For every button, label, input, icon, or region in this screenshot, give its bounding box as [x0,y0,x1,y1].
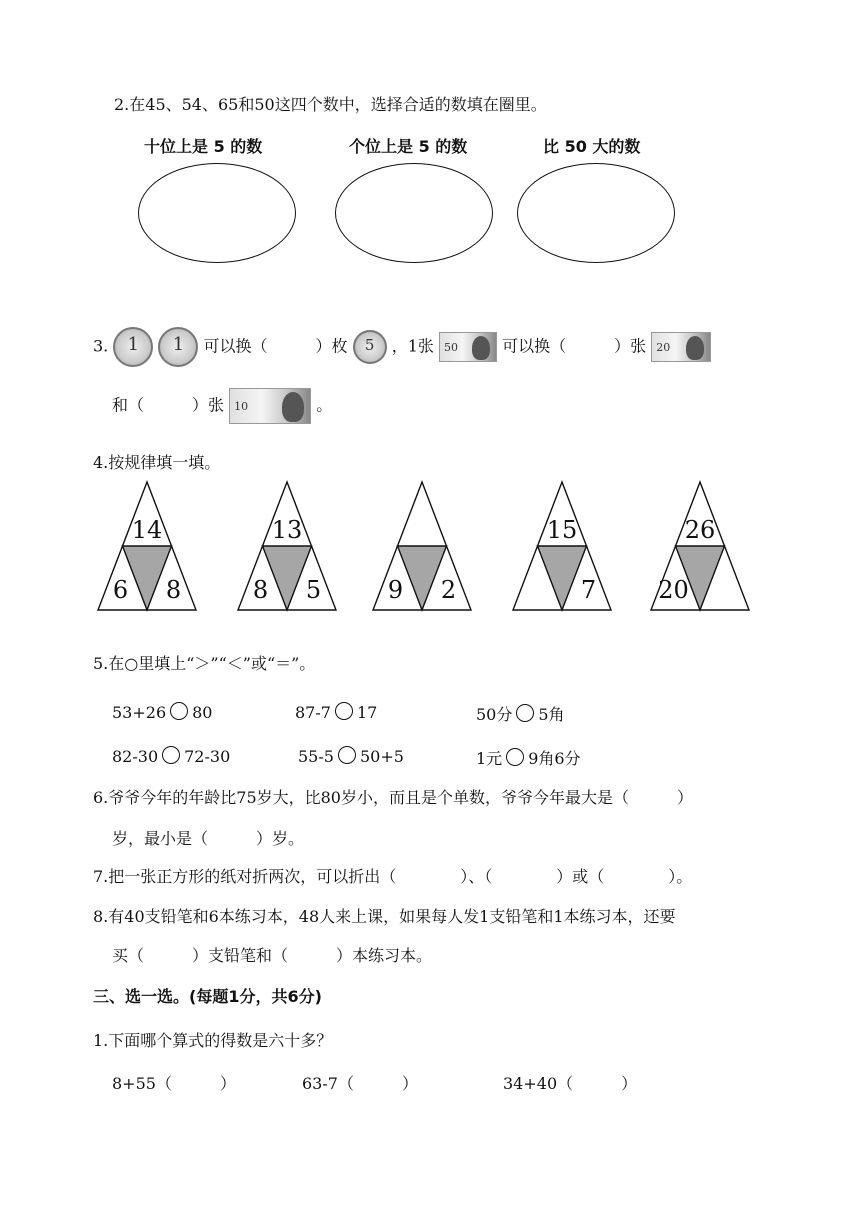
triangle-left-number: 20 [658,576,689,604]
compare-circle[interactable] [506,748,524,766]
triangle-top-number: 14 [131,516,163,544]
question-3-text-2: ，1张 [391,336,434,356]
choice-option[interactable]: 34+40（ ） [503,1074,638,1093]
triangle-right-number: 7 [580,576,597,604]
triangle-pattern [0,480,860,615]
coin-value: 5 [364,336,375,354]
question-6-line2: 岁，最小是（ ）岁。 [112,829,305,848]
compare-right: 72-30 [184,747,231,766]
compare-right: 50+5 [359,747,404,766]
question-3-number: 3. [93,336,109,356]
question-6-line1: 6.爷爷今年的年龄比75岁大，比80岁小，而且是个单数，爷爷今年最大是（ ） [93,788,693,807]
shaded-center-triangle [263,546,312,610]
question-7-text: 7.把一张正方形的纸对折两次，可以折出（ ）、（ ）或（ ）。 [93,867,693,886]
compare-left: 1元 [476,749,503,768]
question-3-text-5: 。 [316,395,333,415]
note-value: 20 [656,341,671,354]
question-8-line1: 8.有40支铅笔和6本练习本，48人来上课，如果每人发1支铅笔和1本练习本，还要 [93,907,676,926]
compare-circle[interactable] [162,746,180,764]
oval-label-greater: 比 50 大的数 [543,137,641,156]
number-triangle [513,482,611,610]
coin-value: 1 [127,334,140,355]
banknote-20-icon [651,332,711,362]
compare-left: 55-5 [298,747,334,766]
compare-right: 80 [192,703,213,722]
compare-item [112,702,212,722]
section-3-title: 三、选一选。(每题1分，共6分) [93,987,322,1006]
triangle-left-number: 6 [112,576,129,604]
answer-oval-greater[interactable] [517,163,675,263]
number-triangle [98,482,196,610]
coin-value: 1 [172,334,185,355]
compare-item [476,746,581,769]
compare-circle[interactable] [516,704,534,722]
choice-option[interactable]: 63-7（ ） [302,1074,418,1093]
number-triangle [373,482,471,610]
question-4-text: 4.按规律填一填。 [93,453,221,472]
question-3-line1 [93,327,711,367]
compare-item [112,746,230,766]
compare-item [476,702,565,725]
question-2-text: 2.在45、54、65和50这四个数中，选择合适的数填在圈里。 [114,95,547,114]
triangle-right-number: 2 [440,576,457,604]
triangle-right-number: 5 [305,576,322,604]
question-3-text-3: 可以换（ ）张 [502,336,647,356]
note-value: 10 [234,400,249,413]
compare-item [298,746,404,766]
compare-item [295,702,377,722]
oval-label-ones: 个位上是 5 的数 [349,137,468,156]
triangle-left-number: 9 [387,576,404,604]
answer-oval-tens[interactable] [138,163,296,263]
banknote-10-icon [229,388,311,424]
number-triangle [238,482,336,610]
section-3-question-1: 1.下面哪个算式的得数是六十多？ [93,1031,333,1050]
compare-left: 53+26 [112,703,167,722]
note-value: 50 [444,341,459,354]
question-3-line2 [112,388,332,424]
compare-right: 9角6分 [528,749,581,768]
triangle-top-number: 26 [684,516,716,544]
compare-circle[interactable] [335,702,353,720]
triangle-left-number: 8 [252,576,269,604]
compare-circle[interactable] [170,702,188,720]
oval-label-tens: 十位上是 5 的数 [144,137,263,156]
compare-circle[interactable] [338,746,356,764]
coin-1-yuan-icon [113,327,153,367]
shaded-center-triangle [123,546,172,610]
coin-1-yuan-icon [158,327,198,367]
triangle-top-number: 15 [546,516,578,544]
compare-left: 87-7 [295,703,331,722]
banknote-50-icon [439,332,497,362]
number-triangle [651,482,749,610]
shaded-center-triangle [398,546,447,610]
coin-5-jiao-icon [353,330,387,364]
compare-left: 82-30 [112,747,159,766]
compare-left: 50分 [476,705,513,724]
shaded-center-triangle [538,546,587,610]
question-3-text-1: 可以换（ ）枚 [203,336,348,356]
triangle-top-number: 13 [271,516,303,544]
compare-right: 17 [356,703,378,722]
question-5-text: 5.在○里填上“＞”“＜”或“＝”。 [93,654,316,673]
question-8-line2: 买（ ）支铅笔和（ ）本练习本。 [112,946,433,965]
choice-option[interactable]: 8+55（ ） [112,1074,236,1093]
triangle-right-number: 8 [165,576,182,604]
compare-right: 5角 [538,705,565,724]
question-3-text-4: 和（ ）张 [112,395,225,415]
answer-oval-ones[interactable] [335,163,493,263]
